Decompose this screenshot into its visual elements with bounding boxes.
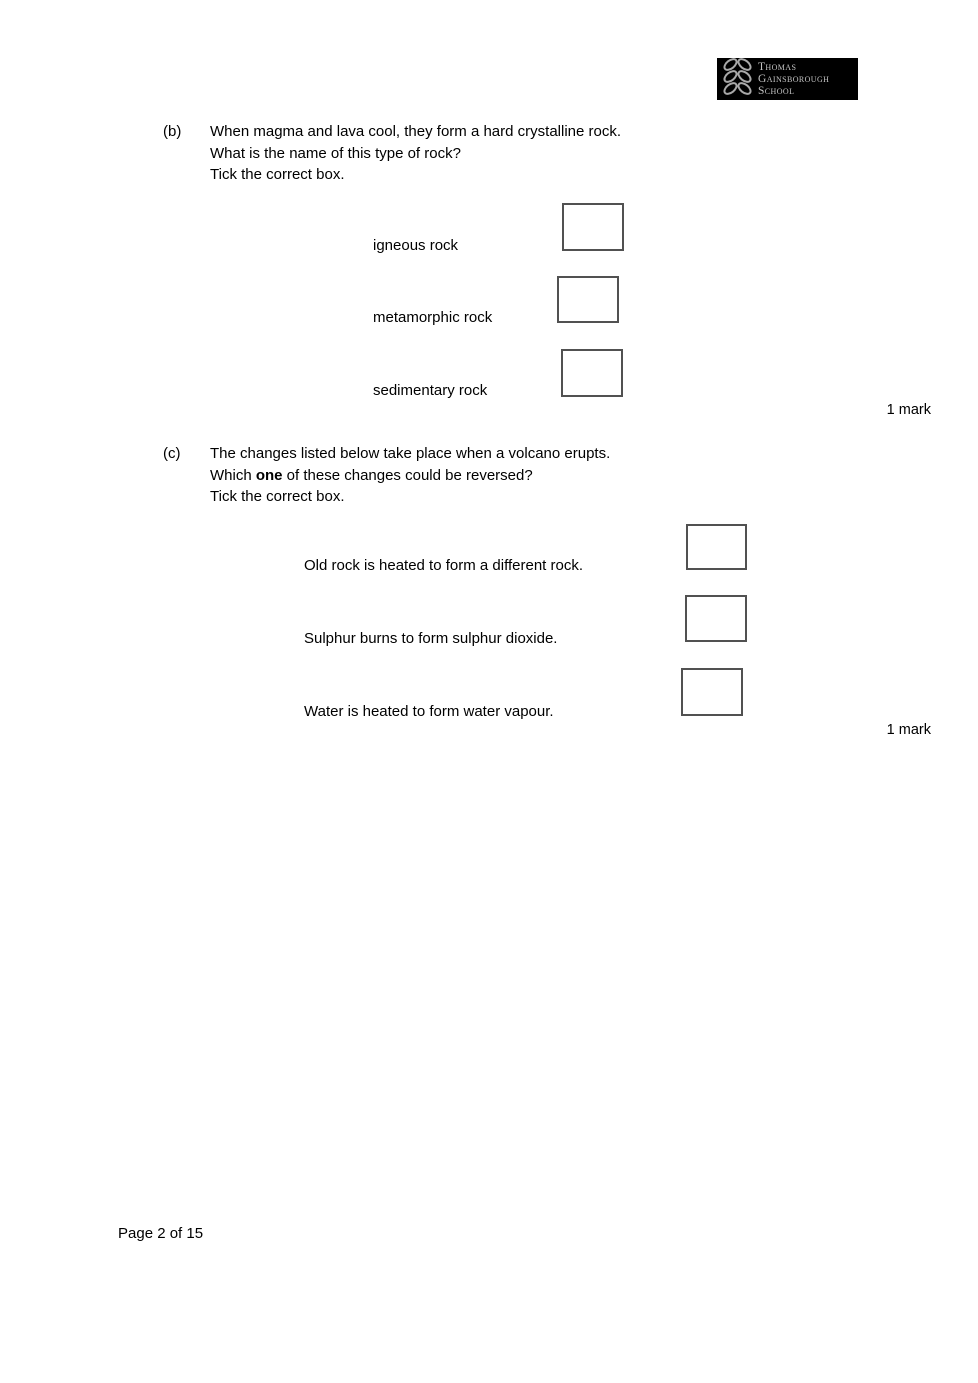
tickbox-metamorphic-rock[interactable]	[557, 276, 619, 323]
school-name-line2: Gainsborough	[758, 72, 830, 85]
question-b-marks: 1 mark	[886, 402, 931, 418]
leaves-icon	[722, 58, 753, 100]
question-c-line3: Tick the correct box.	[210, 488, 345, 505]
emphasized-word: one	[255, 466, 283, 484]
school-logo	[717, 58, 858, 100]
question-c-marks: 1 mark	[886, 722, 931, 738]
question-c-label: (c)	[163, 445, 181, 462]
page-number: Page 2 of 15	[118, 1225, 204, 1242]
tickbox-old-rock-heated[interactable]	[686, 524, 747, 570]
tickbox-water-heated[interactable]	[681, 668, 743, 716]
option-label-old-rock-heated: Old rock is heated to form a different rock.	[304, 557, 584, 574]
tickbox-igneous-rock[interactable]	[562, 203, 624, 251]
question-b-line1: When magma and lava cool, they form a hard crystalline rock.	[210, 123, 622, 140]
school-name	[758, 61, 829, 97]
question-c-line1: The changes listed below take place when a volcano erupts.	[210, 445, 611, 462]
option-label-sedimentary-rock: sedimentary rock	[373, 382, 488, 399]
school-name-line3: School	[758, 84, 795, 97]
option-label-metamorphic-rock: metamorphic rock	[373, 309, 493, 326]
school-name-line1: Thomas	[758, 60, 797, 73]
tickbox-sulphur-burns[interactable]	[685, 595, 747, 642]
question-b-text	[210, 121, 770, 186]
option-label-sulphur-burns: Sulphur burns to form sulphur dioxide.	[304, 630, 558, 647]
option-label-water-heated: Water is heated to form water vapour.	[304, 703, 554, 720]
question-b-label: (b)	[163, 123, 182, 140]
question-c-text	[210, 443, 770, 508]
question-c-line2: Which one of these changes could be reversed?	[210, 466, 533, 484]
tickbox-sedimentary-rock[interactable]	[561, 349, 623, 397]
question-b-line3: Tick the correct box.	[210, 166, 345, 183]
question-b-line2: What is the name of this type of rock?	[210, 144, 461, 162]
option-label-igneous-rock: igneous rock	[373, 237, 459, 254]
